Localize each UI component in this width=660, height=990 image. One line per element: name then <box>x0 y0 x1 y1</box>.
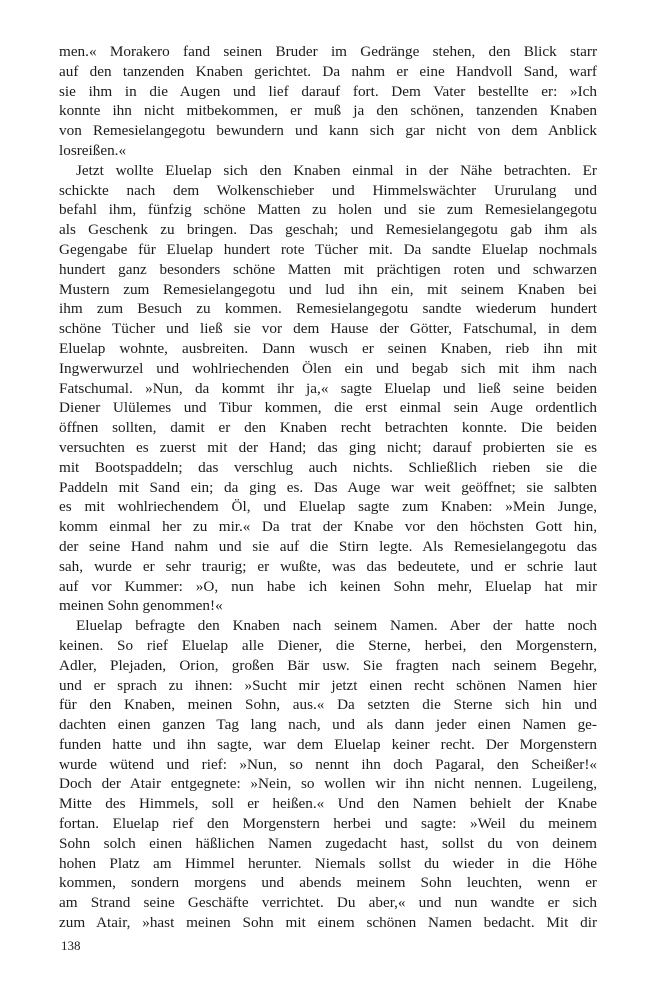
text-line: und er sprach zu ihnen: »Sucht mir jetzt einen recht schönen Namen hier <box>59 676 597 694</box>
text-line: schickte nach dem Wolkenschieber und Himmelswächter Ururulang und <box>59 181 597 199</box>
text-line: zum Atair, »hast meinen Sohn mit einem schönen Namen bedacht. Mit dir <box>59 914 597 932</box>
text-line: wurde wütend und rief: »Nun, so nennt ihn doch Pagaral, den Scheißer!« <box>59 755 597 773</box>
text-line: Doch der Atair entgegnete: »Nein, so wollen wir ihn nicht nennen. Lugeileng, <box>59 775 597 793</box>
text-line: funden hatte und ihn sagte, war dem Eluelap keiner recht. Der Morgenstern <box>59 735 597 753</box>
text-line: fortan. Eluelap rief den Morgenstern herbei und sagte: »Weil du meinem <box>59 815 597 833</box>
text-line: Mitte des Himmels, soll er heißen.« Und den Namen behielt der Knabe <box>59 795 597 813</box>
text-line: kommen, sondern morgens und abends meinem Sohn leuchten, wenn er <box>59 874 597 892</box>
text-line: Paddeln mit Sand ein; da ging es. Das Auge war weit geöffnet; sie salbten <box>59 478 597 496</box>
text-line: als Geschenk zu bringen. Das geschah; und Remesielangegotu gab ihm als <box>59 221 597 239</box>
text-line: meinen Sohn genommen!« <box>59 597 223 615</box>
text-line: losreißen.« <box>59 141 127 159</box>
text-line: schöne Tücher und ließ sie vor dem Hause der Götter, Fatschumal, in dem <box>59 320 597 338</box>
text-line: für den Knaben, meinen Sohn, aus.« Da setzten die Sterne sich hin und <box>59 696 597 714</box>
text-line: Eluelap befragte den Knaben nach seinem Namen. Aber der hatte noch <box>76 617 597 635</box>
text-line: der seine Hand nahm und sie auf die Stirn legte. Als Remesielangegotu das <box>59 537 597 555</box>
text-line: auf den tanzenden Knaben gerichtet. Da nahm er eine Handvoll Sand, warf <box>59 62 597 80</box>
text-line: Sohn solch einen häßlichen Namen zugedacht hast, sollst du von deinem <box>59 834 597 852</box>
text-line: ihm zum Besuch zu kommen. Remesielangegotu sandte wiederum hundert <box>59 300 597 318</box>
text-line: sah, wurde er sehr traurig; er wußte, was das bedeutete, und er schrie laut <box>59 557 597 575</box>
text-line: Diener Ulülemes und Tibur kommen, die erst einmal sein Auge ordentlich <box>59 399 597 417</box>
text-line: versuchten es zuerst mit der Hand; das ging nicht; darauf probierten sie es <box>59 438 597 456</box>
text-line: men.« Morakero fand seinen Bruder im Gedränge stehen, den Blick starr <box>59 43 597 60</box>
text-line: Mustern zum Remesielangegotu und lud ihn ein, mit seinem Knaben bei <box>59 280 597 298</box>
text-line: öffnen sollten, damit er den Knaben recht betrachten konnte. Die beiden <box>59 419 597 437</box>
text-line: Ingwerwurzel und wohlriechenden Ölen ein und begab sich mit ihm nach <box>59 359 597 377</box>
text-line: keinen. So rief Eluelap alle Diener, die Sterne, herbei, den Morgenstern, <box>59 636 597 654</box>
text-line: sie ihm in die Augen und lief darauf fort. Dem Vater bestellte er: »Ich <box>59 82 597 100</box>
text-line: von Remesielangegotu bewundern und kann sich gar nicht von dem Anblick <box>59 122 597 140</box>
text-line: am Strand seine Geschäfte verrichtet. Du aber,« und nun wandte er sich <box>59 894 597 912</box>
text-line: konnte ihn nicht mitbekommen, er muß ja den schönen, tanzenden Knaben <box>59 102 597 120</box>
text-line: es mit wohlriechendem Öl, und Eluelap sagte zum Knaben: »Mein Junge, <box>59 498 597 516</box>
page-number: 138 <box>61 938 81 953</box>
text-line: komm einmal her zu mir.« Da trat der Knabe vor den höchsten Gott hin, <box>59 518 597 536</box>
text-line: Adler, Plejaden, Orion, großen Bär usw. Sie fragten nach seinem Begehr, <box>59 656 597 674</box>
text-line: Gegengabe für Eluelap hundert rote Tücher mit. Da sandte Eluelap nochmals <box>59 240 597 258</box>
text-line: hohen Platz am Himmel herunter. Niemals sollst du wieder in die Höhe <box>59 854 597 872</box>
text-line: befahl ihm, fünfzig schöne Matten zu holen und sie zum Remesielangegotu <box>59 201 597 219</box>
text-line: hundert ganz besonders schöne Matten mit prächtigen roten und schwarzen <box>59 260 597 278</box>
text-line: mit Bootspaddeln; das verschlug auch nichts. Schließlich rieben sie die <box>59 458 597 476</box>
text-line: auf vor Kummer: »O, nun habe ich keinen Sohn mehr, Eluelap hat mir <box>59 577 597 595</box>
text-line: Jetzt wollte Eluelap sich den Knaben einmal in der Nähe betrachten. Er <box>76 161 597 179</box>
text-line: Eluelap wohnte, ausbreiten. Dann wusch er seinen Knaben, rieb ihn mit <box>59 339 597 357</box>
page-text <box>59 42 597 933</box>
text-line: Fatschumal. »Nun, da kommt ihr ja,« sagte Eluelap und ließ seine beiden <box>59 379 597 397</box>
text-line: dachten einen ganzen Tag lang nach, und als dann jeder einen Namen ge- <box>59 716 597 734</box>
